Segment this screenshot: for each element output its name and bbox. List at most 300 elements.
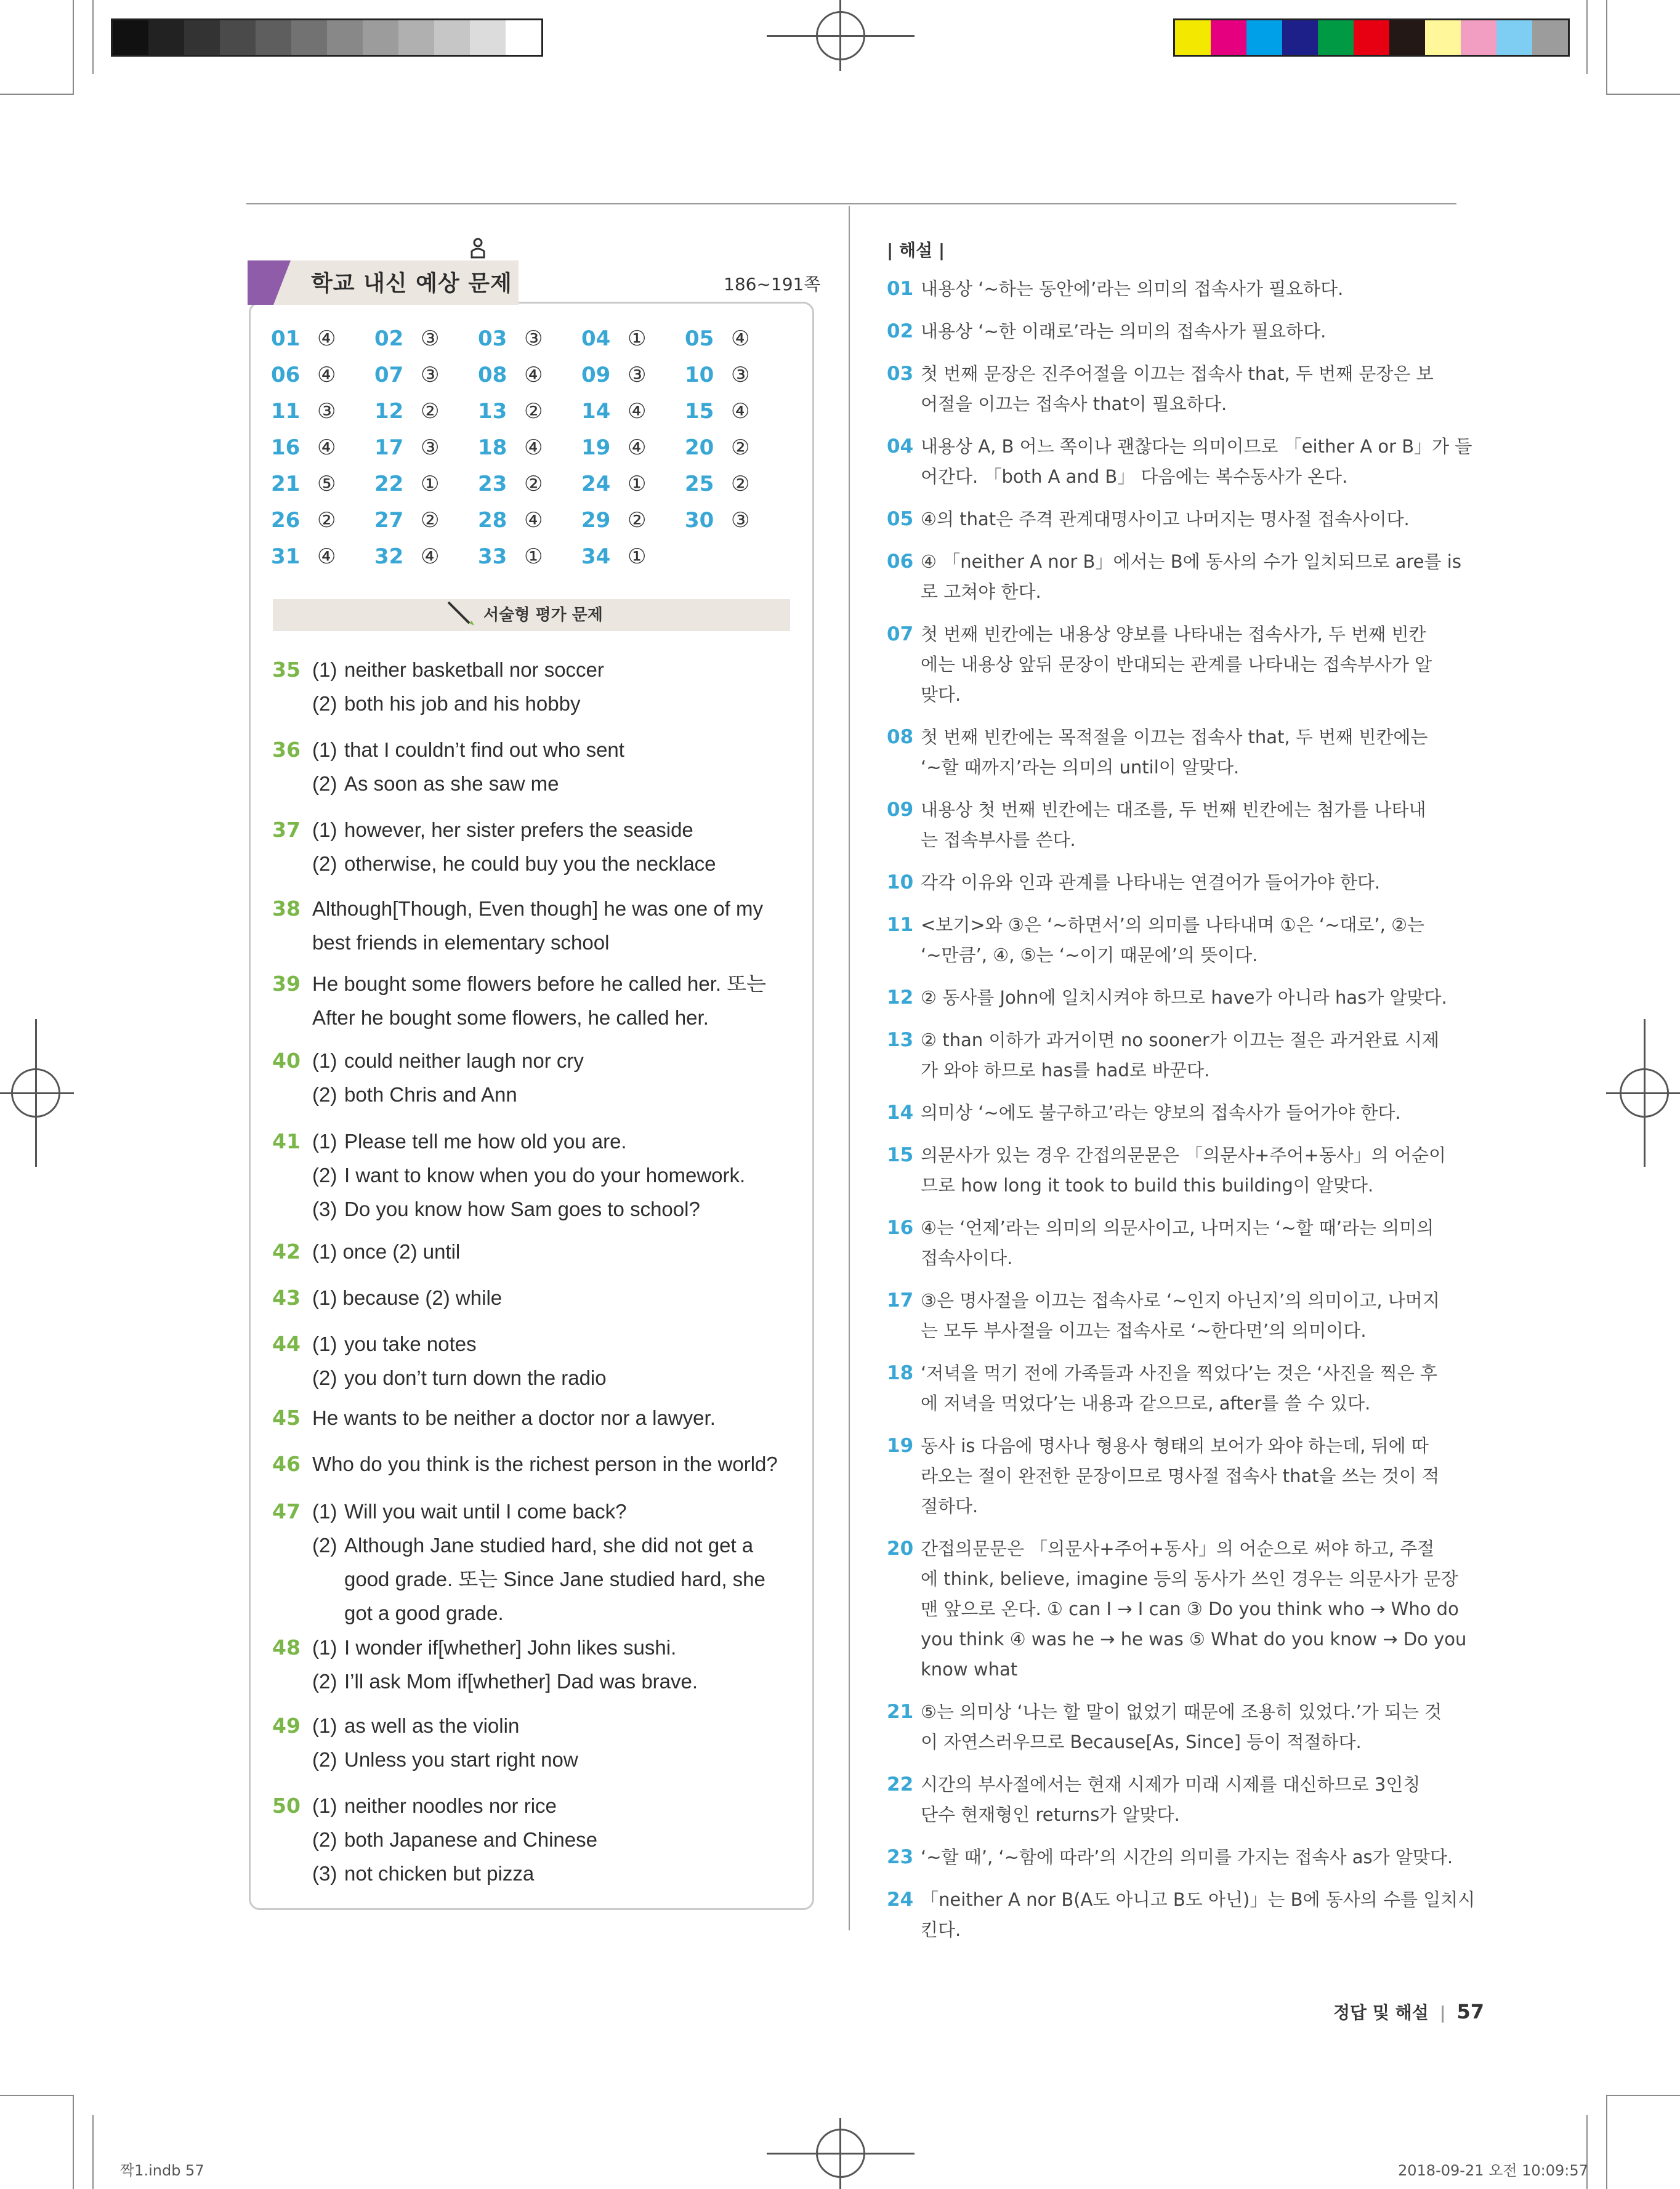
question-number: 09 <box>581 363 611 387</box>
answer-choice: ④ <box>524 508 543 533</box>
gray-swatch <box>113 20 148 55</box>
answer-cell <box>685 508 750 533</box>
answer-cell <box>685 326 750 351</box>
explanation-number: 01 <box>887 278 914 300</box>
answer-text: As soon as she saw me <box>344 772 559 795</box>
question-number: 04 <box>581 326 611 351</box>
top-rule <box>246 203 1456 204</box>
gray-swatch <box>506 20 541 55</box>
answer-text: not chicken but pizza <box>344 1862 535 1885</box>
answer-line: He bought some flowers before he called her. 또는 <box>312 972 766 995</box>
explanation-number: 14 <box>887 1102 914 1124</box>
question-number: 19 <box>581 435 611 460</box>
answer-line <box>312 1494 765 1528</box>
gray-swatch <box>363 20 398 55</box>
answer-text: neither noodles nor rice <box>344 1794 557 1817</box>
item-number: 38 <box>272 897 301 921</box>
item-number: 50 <box>272 1794 301 1818</box>
question-number: 24 <box>581 472 611 496</box>
answer-line <box>312 1596 765 1630</box>
answer-choice: ④ <box>628 435 647 460</box>
question-number: 13 <box>478 399 507 424</box>
explanation-number: 10 <box>887 871 914 893</box>
answer-cell <box>478 399 543 424</box>
question-number: 01 <box>271 326 301 351</box>
subjective-section-label: 서술형 평가 문제 <box>483 606 603 624</box>
item-number: 43 <box>272 1286 301 1310</box>
answer-cell <box>271 472 336 496</box>
explanation-number: 12 <box>887 986 914 1009</box>
item-number: 45 <box>272 1406 301 1430</box>
answer-cell <box>581 472 647 496</box>
explanation-text: 이 자연스러우므로 Because[As, Since] 등이 적절하다. <box>921 1731 1362 1752</box>
answer-cell <box>374 544 440 569</box>
item-number: 35 <box>272 658 301 682</box>
explanation-text: 킨다. <box>921 1919 961 1940</box>
answer-cell <box>581 399 647 424</box>
explanation-number: 24 <box>887 1889 914 1911</box>
question-number: 27 <box>374 508 404 533</box>
color-calibration-bar <box>1173 18 1570 57</box>
item-number: 41 <box>272 1129 301 1153</box>
explanation-text: 에 저녁을 먹었다’는 내용과 같으므로, after를 쓸 수 있다. <box>921 1393 1371 1414</box>
question-number: 17 <box>374 435 404 460</box>
explanation-number: 11 <box>887 914 914 936</box>
footer-label: 정답 및 해설 <box>1333 2002 1429 2023</box>
answer-text: Unless you start right now <box>344 1748 578 1771</box>
question-number: 03 <box>478 326 507 351</box>
answer-line <box>312 1078 584 1111</box>
answer-text: both Chris and Ann <box>344 1083 517 1106</box>
question-number: 20 <box>685 435 714 460</box>
answer-text: you take notes <box>344 1332 477 1355</box>
explanation-text: 동사 is 다음에 명사나 형용사 형태의 보어가 와야 하는데, 뒤에 따 <box>921 1435 1429 1456</box>
print-slug-date: 2018-09-21 오전 10:09:57 <box>1398 2162 1588 2179</box>
gray-swatch <box>220 20 256 55</box>
answer-cell <box>374 326 440 351</box>
explanation-number: 20 <box>887 1538 914 1560</box>
question-number: 10 <box>685 363 714 387</box>
answer-line <box>312 687 604 720</box>
explanation-text: 는 접속부사를 쓴다. <box>921 829 1076 850</box>
answer-cell <box>374 435 440 460</box>
question-number: 15 <box>685 399 714 424</box>
sub-label: (2) <box>312 772 337 795</box>
answer-grid-row <box>271 508 776 539</box>
explanation-text: 절하다. <box>921 1496 979 1517</box>
question-number: 31 <box>271 544 301 569</box>
explanation-text: 시간의 부사절에서는 현재 시제가 미래 시제를 대신하므로 3인칭 <box>921 1774 1421 1795</box>
answer-line <box>312 733 624 767</box>
sub-label: (1) <box>312 1794 337 1817</box>
answer-choice: ① <box>628 472 647 496</box>
answer-cell <box>581 326 647 351</box>
answer-choice: ③ <box>421 435 440 460</box>
answer-text: however, her sister prefers the seaside <box>344 818 693 841</box>
answer-line: (1) because (2) while <box>312 1286 503 1309</box>
sub-label: (1) <box>312 1636 337 1659</box>
explanation-text: 단수 현재형인 returns가 알맞다. <box>921 1804 1180 1825</box>
answer-grid-row <box>271 472 776 502</box>
answer-cell <box>478 472 543 496</box>
answer-cell <box>271 399 336 424</box>
page-number: 57 <box>1456 2000 1485 2023</box>
explanation-text: 어간다. 「both A and B」 다음에는 복수동사가 온다. <box>921 466 1348 487</box>
answer-line <box>312 1158 745 1192</box>
question-number: 11 <box>271 399 301 424</box>
question-number: 30 <box>685 508 714 533</box>
answer-text: I’ll ask Mom if[whether] Dad was brave. <box>344 1670 698 1693</box>
question-number: 14 <box>581 399 611 424</box>
explanation-text: ‘~만큼’, ④, ⑤는 ‘~이기 때문에’의 뜻이다. <box>921 945 1258 965</box>
explanation-text: 어절을 이끄는 접속사 that이 필요하다. <box>921 393 1227 414</box>
answer-line: (1) once (2) until <box>312 1240 461 1263</box>
answer-choice: ③ <box>731 363 750 387</box>
explanation-heading: | 해설 | <box>887 240 945 260</box>
explanation-text: 에는 내용상 앞뒤 문장이 반대되는 관계를 나타내는 접속부사가 알 <box>921 654 1432 675</box>
answer-line <box>312 1856 597 1890</box>
explanation-text: 첫 번째 빈칸에는 목적절을 이끄는 접속사 that, 두 번째 빈칸에는 <box>921 727 1428 748</box>
question-number: 34 <box>581 544 611 569</box>
answer-cell <box>271 326 336 351</box>
answer-cell <box>271 544 336 569</box>
answer-line <box>312 1044 584 1078</box>
answer-line: After he bought some flowers, he called her. <box>312 1006 709 1029</box>
explanation-text: ④ 「neither A nor B」에서는 B에 동사의 수가 일치되므로 are를 is <box>921 551 1461 572</box>
sub-label: (2) <box>312 852 337 875</box>
color-swatch <box>1175 20 1211 55</box>
explanation-text: you think ④ was he → he was ⑤ What do you know → Do you <box>921 1629 1467 1650</box>
explanation-text: ② 동사를 John에 일치시켜야 하므로 have가 아니라 has가 알맞다. <box>921 987 1447 1008</box>
answer-cell <box>478 326 543 351</box>
color-swatch <box>1211 20 1246 55</box>
gray-swatch <box>148 20 184 55</box>
sub-label: (2) <box>312 1828 337 1851</box>
column-divider <box>849 206 850 1930</box>
explanation-text: 「neither A nor B(A도 아니고 B도 아닌)」는 B에 동사의 수를 일치시 <box>921 1889 1476 1910</box>
answer-cell <box>374 472 440 496</box>
answer-cell <box>581 435 647 460</box>
answer-line <box>312 1562 765 1596</box>
answer-choice: ③ <box>421 326 440 351</box>
answer-cell <box>685 399 750 424</box>
question-number: 32 <box>374 544 404 569</box>
gray-swatch <box>434 20 470 55</box>
answer-cell <box>581 508 647 533</box>
answer-choice: ③ <box>317 399 336 424</box>
question-number: 02 <box>374 326 404 351</box>
answer-cell <box>581 544 647 569</box>
question-number: 23 <box>478 472 507 496</box>
explanation-text: 내용상 ‘~하는 동안에’라는 의미의 접속사가 필요하다. <box>921 278 1344 299</box>
gray-swatch <box>256 20 291 55</box>
explanation-text: 의문사가 있는 경우 간접의문문은 「의문사+주어+동사」의 어순이 <box>921 1145 1447 1166</box>
explanation-number: 23 <box>887 1846 914 1868</box>
answer-choice: ③ <box>731 508 750 533</box>
item-number: 44 <box>272 1332 301 1356</box>
answer-choice: ① <box>524 544 543 569</box>
answer-choice: ④ <box>628 399 647 424</box>
item-number: 46 <box>272 1452 301 1476</box>
explanation-text: 맨 앞으로 온다. ① can I → I can ③ Do you think who → Who do <box>921 1598 1459 1619</box>
item-number: 40 <box>272 1049 301 1073</box>
question-number: 28 <box>478 508 507 533</box>
explanation-text: 내용상 첫 번째 빈칸에는 대조를, 두 번째 빈칸에는 첨가를 나타내 <box>921 799 1426 820</box>
explanation-text: 각각 이유와 인과 관계를 나타내는 연결어가 들어가야 한다. <box>921 872 1381 893</box>
question-number: 21 <box>271 472 301 496</box>
gray-swatch <box>327 20 363 55</box>
explanation-text: 맞다. <box>921 684 961 705</box>
answer-line: best friends in elementary school <box>312 931 610 954</box>
question-number: 18 <box>478 435 507 460</box>
explanation-number: 09 <box>887 799 914 821</box>
explanation-text: ④의 that은 주격 관계대명사이고 나머지는 명사절 접속사이다. <box>921 509 1410 530</box>
answer-line <box>312 653 604 687</box>
answer-choice: ③ <box>421 363 440 387</box>
pen-icon <box>443 600 477 627</box>
explanation-text: 가 와야 하므로 has를 had로 바꾼다. <box>921 1060 1210 1081</box>
answer-choice: ④ <box>317 363 336 387</box>
sub-label: (1) <box>312 1130 337 1153</box>
answer-text: could neither laugh nor cry <box>344 1049 584 1072</box>
explanation-text: ⑤는 의미상 ‘나는 할 말이 없었기 때문에 조용히 있었다.’가 되는 것 <box>921 1701 1442 1722</box>
sub-label: (1) <box>312 1714 337 1737</box>
explanation-number: 05 <box>887 508 914 530</box>
answer-line: He wants to be neither a doctor nor a lawyer. <box>312 1406 716 1429</box>
question-number: 06 <box>271 363 301 387</box>
sub-label: (2) <box>312 1083 337 1106</box>
answer-line <box>312 1327 607 1361</box>
explanation-number: 07 <box>887 623 914 645</box>
answer-choice: ① <box>421 472 440 496</box>
answer-text: good grade. 또는 Since Jane studied hard, she <box>344 1568 765 1590</box>
explanation-number: 21 <box>887 1701 914 1723</box>
answer-choice: ③ <box>628 363 647 387</box>
explanation-text: 라오는 절이 완전한 문장이므로 명사절 접속사 that을 쓰는 것이 적 <box>921 1465 1440 1486</box>
question-number: 26 <box>271 508 301 533</box>
explanation-text: ③은 명사절을 이끄는 접속사로 ‘~인지 아닌지’의 의미이고, 나머지 <box>921 1290 1440 1311</box>
sub-label: (1) <box>312 818 337 841</box>
answer-cell <box>374 399 440 424</box>
explanation-text: ‘~할 때’, ‘~함에 따라’의 시간의 의미를 가지는 접속사 as가 알맞다. <box>921 1847 1453 1868</box>
answer-choice: ② <box>421 508 440 533</box>
answer-grid-row <box>271 326 776 357</box>
page-reference: 186~191쪽 <box>724 274 821 294</box>
explanation-text: 접속사이다. <box>921 1248 1013 1268</box>
answer-line <box>312 1823 597 1856</box>
answer-choice: ② <box>731 435 750 460</box>
answer-line <box>312 1743 578 1776</box>
item-number: 49 <box>272 1714 301 1738</box>
explanation-number: 19 <box>887 1435 914 1457</box>
item-number: 36 <box>272 738 301 762</box>
explanation-number: 17 <box>887 1289 914 1312</box>
question-number: 12 <box>374 399 404 424</box>
question-number: 22 <box>374 472 404 496</box>
explanation-text: 내용상 ‘~한 이래로’라는 의미의 접속사가 필요하다. <box>921 321 1327 342</box>
gray-swatch <box>184 20 220 55</box>
sub-label: (1) <box>312 1332 337 1355</box>
explanation-text: 의미상 ‘~에도 불구하고’라는 양보의 접속사가 들어가야 한다. <box>921 1102 1401 1123</box>
answer-cell <box>478 508 543 533</box>
explanation-text: 로 고쳐야 한다. <box>921 581 1041 602</box>
explanation-text: 내용상 A, B 어느 쪽이나 괜찮다는 의미이므로 「either A or B」가 들 <box>921 436 1472 457</box>
gray-swatch <box>291 20 327 55</box>
explanation-text: 에 think, believe, imagine 등의 동사가 쓰인 경우는 의문사가 문장 <box>921 1568 1458 1589</box>
sub-label: (2) <box>312 692 337 715</box>
sub-label: (2) <box>312 1164 337 1187</box>
explanation-number: 04 <box>887 435 914 458</box>
gray-swatch <box>398 20 434 55</box>
answer-cell <box>685 435 750 460</box>
sub-label: (3) <box>312 1198 337 1220</box>
answer-line: Although[Though, Even though] he was one of my <box>312 897 763 920</box>
answer-cell <box>271 363 336 387</box>
sub-label: (2) <box>312 1670 337 1693</box>
answer-choice: ④ <box>731 399 750 424</box>
color-swatch <box>1246 20 1282 55</box>
question-number: 05 <box>685 326 714 351</box>
answer-text: neither basketball nor soccer <box>344 658 604 681</box>
explanation-number: 02 <box>887 320 914 342</box>
answer-cell <box>581 363 647 387</box>
answer-text: Do you know how Sam goes to school? <box>344 1198 700 1220</box>
explanation-number: 08 <box>887 726 914 748</box>
answer-line <box>312 813 716 847</box>
sub-label: (2) <box>312 1366 337 1389</box>
explanation-text: ④는 ‘언제’라는 의미의 의문사이고, 나머지는 ‘~할 때’라는 의미의 <box>921 1217 1434 1238</box>
answer-choice: ② <box>421 399 440 424</box>
answer-text: both Japanese and Chinese <box>344 1828 597 1851</box>
color-swatch <box>1354 20 1389 55</box>
print-slug-file: 짝1.indb 57 <box>120 2162 204 2179</box>
color-swatch <box>1532 20 1568 55</box>
page-footer: 정답 및 해설 | 57 <box>1333 2000 1485 2023</box>
sub-label: (1) <box>312 738 337 761</box>
answer-choice: ④ <box>731 326 750 351</box>
answer-choice: ④ <box>317 326 336 351</box>
answer-line: Who do you think is the richest person in the world? <box>312 1453 778 1475</box>
explanation-text: <보기>와 ③은 ‘~하면서’의 의미를 나타내며 ①은 ‘~대로’, ②는 <box>921 914 1425 935</box>
answer-cell <box>271 508 336 533</box>
explanation-number: 03 <box>887 363 914 385</box>
question-number: 29 <box>581 508 611 533</box>
answer-cell <box>685 363 750 387</box>
answer-choice: ① <box>628 544 647 569</box>
answer-text: got a good grade. <box>344 1602 504 1624</box>
answer-line <box>312 1709 578 1743</box>
answer-line <box>312 767 624 800</box>
question-number: 33 <box>478 544 507 569</box>
answer-grid-row <box>271 544 776 575</box>
answer-choice: ② <box>317 508 336 533</box>
sub-label: (3) <box>312 1862 337 1885</box>
answer-cell <box>271 435 336 460</box>
explanation-text: 므로 how long it took to build this building이 알맞다. <box>921 1175 1374 1196</box>
item-number: 37 <box>272 818 301 842</box>
answer-choice: ④ <box>317 544 336 569</box>
answer-line <box>312 1664 698 1698</box>
answer-text: I want to know when you do your homework. <box>344 1164 746 1187</box>
item-number: 48 <box>272 1635 301 1659</box>
answer-choice: ④ <box>317 435 336 460</box>
answer-text: Please tell me how old you are. <box>344 1130 627 1153</box>
answer-cell <box>478 435 543 460</box>
answer-line <box>312 1124 745 1158</box>
answer-cell <box>374 363 440 387</box>
explanation-text: ‘저녁을 먹기 전에 가족들과 사진을 찍었다’는 것은 ‘사진을 찍은 후 <box>921 1363 1437 1384</box>
sub-label: (1) <box>312 658 337 681</box>
answer-text: Although Jane studied hard, she did not get a <box>344 1534 754 1557</box>
answer-grid-row <box>271 363 776 393</box>
color-swatch <box>1425 20 1461 55</box>
question-number: 16 <box>271 435 301 460</box>
answer-choice: ② <box>731 472 750 496</box>
color-swatch <box>1282 20 1318 55</box>
answer-choice: ⑤ <box>317 472 336 496</box>
answer-cell <box>685 472 750 496</box>
answer-text: otherwise, he could buy you the necklace <box>344 852 716 875</box>
explanation-text: 는 모두 부사절을 이끄는 접속사로 ‘~한다면’의 의미이다. <box>921 1320 1367 1341</box>
answer-line <box>312 1528 765 1562</box>
explanation-number: 22 <box>887 1773 914 1796</box>
item-number: 47 <box>272 1499 301 1523</box>
explanation-text: 첫 번째 문장은 진주어절을 이끄는 접속사 that, 두 번째 문장은 보 <box>921 363 1434 384</box>
answer-choice: ② <box>524 472 543 496</box>
question-number: 07 <box>374 363 404 387</box>
grayscale-calibration-bar <box>111 18 543 57</box>
person-icon <box>470 238 486 259</box>
sub-label: (2) <box>312 1534 337 1557</box>
answer-text: that I couldn’t find out who sent <box>344 738 624 761</box>
answer-line <box>312 1192 745 1226</box>
answer-choice: ④ <box>524 363 543 387</box>
answer-grid-row <box>271 399 776 430</box>
answer-cell <box>478 544 543 569</box>
sub-label: (2) <box>312 1748 337 1771</box>
color-swatch <box>1496 20 1532 55</box>
answer-choice: ④ <box>421 544 440 569</box>
question-number: 25 <box>685 472 714 496</box>
explanation-number: 06 <box>887 550 914 573</box>
gray-swatch <box>470 20 506 55</box>
answer-choice: ① <box>628 326 647 351</box>
explanation-text: ‘~할 때까지’라는 의미의 until이 알맞다. <box>921 757 1240 778</box>
answer-choice: ④ <box>524 435 543 460</box>
question-number: 08 <box>478 363 507 387</box>
answer-line <box>312 1789 597 1823</box>
explanation-number: 16 <box>887 1217 914 1239</box>
answer-choice: ③ <box>524 326 543 351</box>
sub-label: (1) <box>312 1500 337 1523</box>
item-number: 42 <box>272 1240 301 1264</box>
explanation-number: 18 <box>887 1362 914 1384</box>
color-swatch <box>1318 20 1354 55</box>
answer-text: as well as the violin <box>344 1714 520 1737</box>
explanation-text: know what <box>921 1659 1018 1680</box>
explanation-number: 13 <box>887 1029 914 1051</box>
color-swatch <box>1461 20 1496 55</box>
answer-line <box>312 1361 607 1395</box>
sub-label: (1) <box>312 1049 337 1072</box>
explanation-text: 간접의문문은 「의문사+주어+동사」의 어순으로 써야 하고, 주절 <box>921 1538 1435 1559</box>
explanation-text: ② than 이하가 과거이면 no sooner가 이끄는 절은 과거완료 시제 <box>921 1030 1439 1050</box>
answer-line <box>312 847 716 881</box>
explanation-text: 첫 번째 빈칸에는 내용상 양보를 나타내는 접속사가, 두 번째 빈칸 <box>921 624 1426 645</box>
answer-line <box>312 1631 698 1664</box>
item-number: 39 <box>272 972 301 996</box>
answer-text: Will you wait until I come back? <box>344 1500 627 1523</box>
